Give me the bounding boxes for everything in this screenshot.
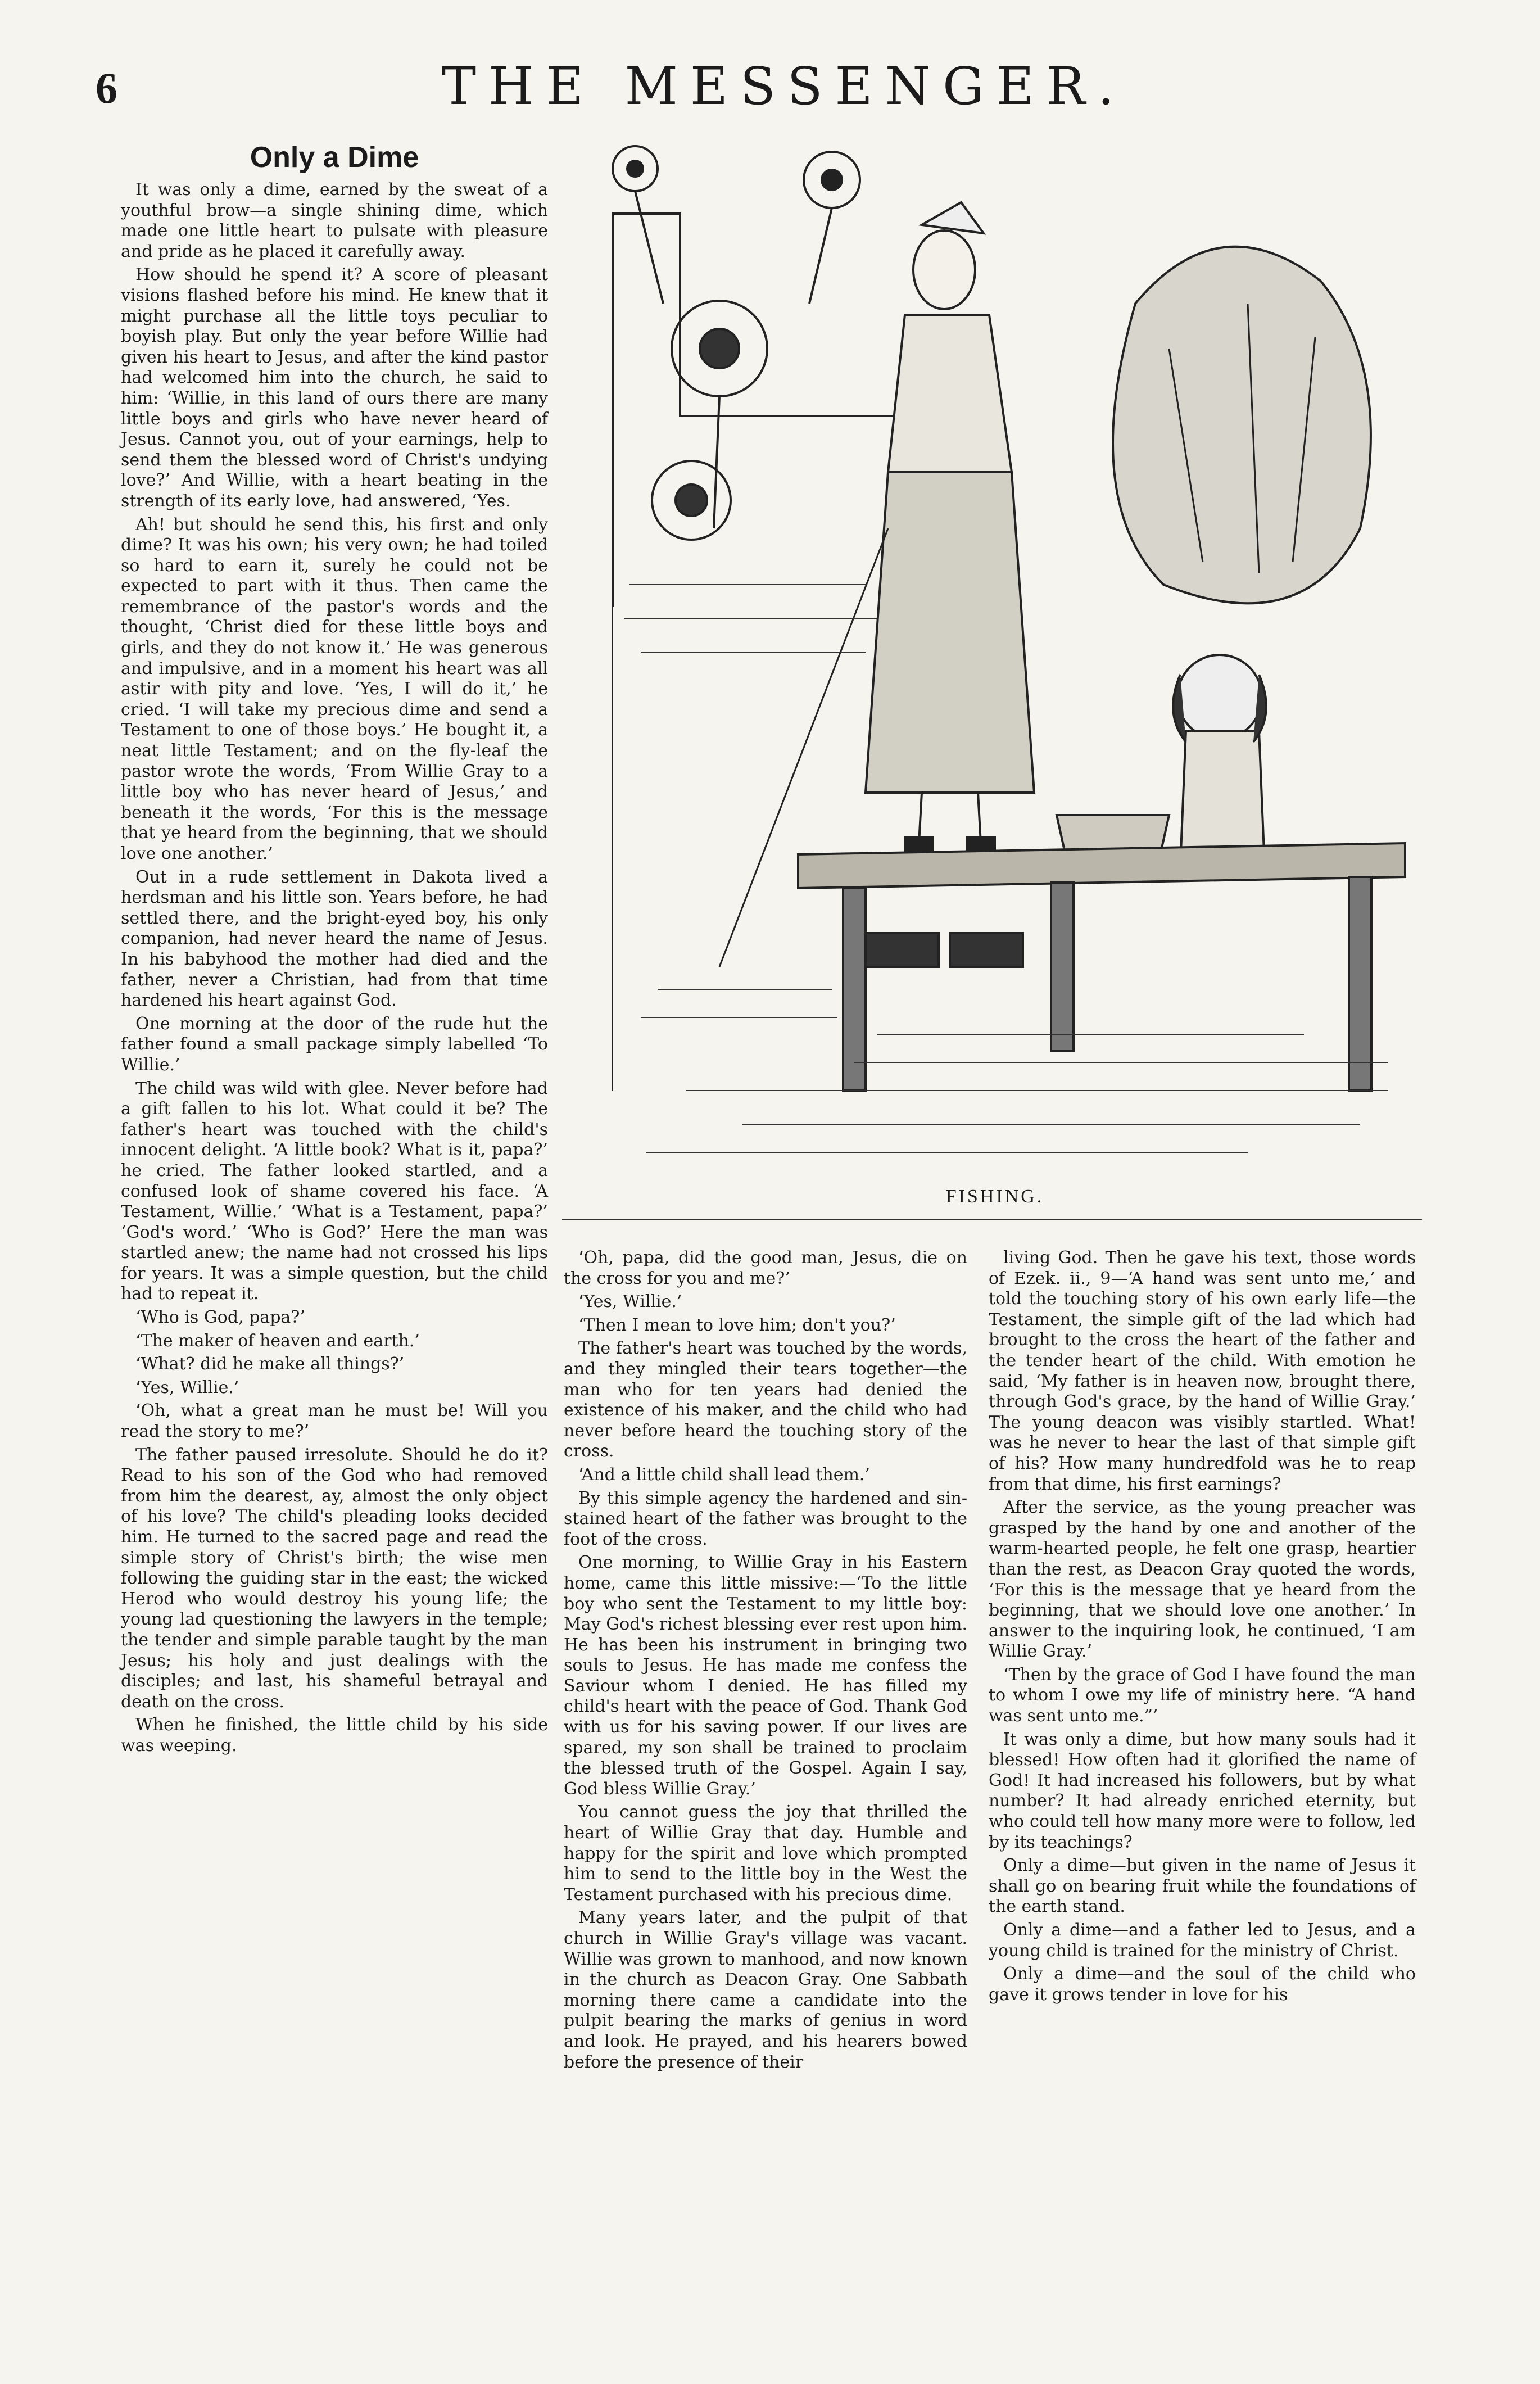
paragraph: The father paused irresolute. Should he do it? Read to his son of the God who had removed from him the dearest, ay, almost the only object of his love? The child's pleading looks decided him. He turned to the sacred page and read the simple story of Christ's birth; the wise men following the guiding star in the east; the wicked Herod who would destroy his young life; the young lad questioning the lawyers in the temple; the tender and simple parable taught by the man Jesus; his holy and just dealings with the disciples; and last, his shameful betrayal and death on the cross. xyxy=(121,1445,548,1712)
masthead xyxy=(96,56,1473,124)
paragraph: ‘Then by the grace of God I have found the man to whom I owe my life of ministry here. “A hand was sent unto me.”’ xyxy=(989,1664,1416,1726)
paragraph: One morning at the door of the rude hut the father found a small package simply labelled ‘To Willie.’ xyxy=(121,1014,548,1075)
paragraph: The child was wild with glee. Never before had a gift fallen to his lot. What could it be? The father's heart was touched with the child's innocent delight. ‘A little book? What is it, papa?’ he cried. The father looked startled, and a confused look of shame covered his face. ‘A Testament, Willie.’ ‘What is a Testament, papa?’ ‘God's word.’ ‘Who is God?’ Here the man was startled anew; the name had not crossed his lips for years. It was a simple question, but the child had to repeat it. xyxy=(121,1078,548,1304)
paragraph: Ah! but should he send this, his first and only dime? It was his own; his very own; he had toiled so hard to earn it, surely he could not be expected to part with it thus. Then came the remembrance of the pastor's words and the thought, ‘Christ died for these little boys and girls, and they do not know it.’ He was generous and impulsive, and in a moment his heart was all astir with pity and love. ‘Yes, I will do it,’ he cried. ‘I will take my precious dime and send a Testament to one of those boys.’ He bought it, a neat little Testament; and on the fly-leaf the pastor wrote the words, ‘From Willie Gray to a little boy who has never heard of Jesus,’ and beneath it the words, ‘For this is the message that ye heard from the beginning, that we should love one another.’ xyxy=(121,514,548,863)
paragraph: ‘What? did he make all things?’ xyxy=(135,1354,405,1374)
paragraph: One morning, to Willie Gray in his Eastern home, came this little missive:—‘To the little boy who sent the Testament to my little boy: May God's richest blessing ever rest upon him. He has been his instrument in bringing two souls to Jesus. He has made me confess the Saviour whom I denied. He has filled my child's heart with the peace of God. Thank God with us for his saving power. If our lives are spared, my son shall be trained to proclaim the blessed truth of the Gospel. Again I say, God bless Willie Gray.’ xyxy=(564,1553,967,1799)
fishing-drawing xyxy=(573,135,1416,1180)
page-number: 6 xyxy=(96,64,117,112)
paragraph: ‘Yes, Willie.’ xyxy=(135,1377,239,1397)
paragraph: It was only a dime, earned by the sweat of a youthful brow—a single shining dime, which made one little heart to pulsate with pleasure and pride as he placed it carefully away. xyxy=(121,180,548,261)
paragraph: How should he spend it? A score of pleasant visions flashed before his mind. He knew that it might purchase all the little toys peculiar to boyish play. But only the year before Willie had given his heart to Jesus, and after the kind pastor had welcomed him into the church, he said to him: ‘Willie, in this land of ours there are many little boys and girls who have never heard of Jesus. Cannot you, out of your earnings, help to send them the blessed word of Christ's undying love?’ And Willie, with a heart beating in the strength of its early love, had answered, ‘Yes. xyxy=(121,265,548,511)
fishing-illustration xyxy=(573,135,1416,1180)
paragraph: Only a dime—and the soul of the child who gave it grows tender in love for his xyxy=(989,1964,1416,2005)
paragraph: ‘Oh, what a great man he must be! Will you read the story to me?’ xyxy=(121,1401,548,1442)
paragraph: ‘The maker of heaven and earth.’ xyxy=(135,1331,420,1351)
article-column-1 xyxy=(121,141,548,1759)
paragraph: ‘Then I mean to love him; don't you?’ xyxy=(578,1315,896,1335)
article-column-3 xyxy=(989,1248,1416,2008)
paragraph: ‘And a little child shall lead them.’ xyxy=(578,1464,871,1485)
paragraph: Only a dime—but given in the name of Jesus it shall go on bearing fruit while the foundations of the earth stand. xyxy=(989,1856,1416,1917)
column-2-body xyxy=(564,1248,967,2073)
article-column-2 xyxy=(564,1248,967,2075)
column-3-body xyxy=(989,1248,1416,2005)
paragraph: The father's heart was touched by the words, and they mingled their tears together—the man who for ten years had denied the existence of his maker, and the child who had never before heard the touching story of the cross. xyxy=(564,1338,967,1462)
paragraph: Many years later, and the pulpit of that church in Willie Gray's village was vacant. Willie was grown to manhood, and now known in the church as Deacon Gray. One Sabbath morning there came a candidate into the pulpit bearing the marks of genius in word and look. He prayed, and his hearers bowed before the presence of their xyxy=(564,1908,967,2072)
paragraph: ‘Yes, Willie.’ xyxy=(578,1292,682,1312)
sunflower xyxy=(613,146,860,540)
article-headline: Only a Dime xyxy=(250,141,419,174)
paragraph: When he finished, the little child by his side was weeping. xyxy=(121,1715,548,1756)
paragraph: living God. Then he gave his text, those words of Ezek. ii., 9—‘A hand was sent unto me,’ and told the touching story of his own early life—the Testament, the simple gift of the lad which had brought to the cross the heart of the father and the tender heart of the child. With emotion he said, ‘My father is in heaven now, brought there, through God's grace, by the hand of Willie Gray.’ The young deacon was visibly startled. What! was he never to hear the last of that simple gift of his? How many hundredfold was he to reap from that dime, his first earnings? xyxy=(989,1248,1416,1494)
paragraph: Only a dime—and a father led to Jesus, and a young child is trained for the ministry of Christ. xyxy=(989,1920,1416,1961)
column-1-body xyxy=(121,180,548,1757)
divider-rule xyxy=(562,1219,1422,1220)
paragraph: By this simple agency the hardened and sin-stained heart of the father was brought to the foot of the cross. xyxy=(564,1488,967,1549)
dog-figure xyxy=(1173,655,1266,866)
illustration-caption: FISHING. xyxy=(945,1186,1044,1207)
paragraph: ‘Who is God, papa?’ xyxy=(135,1308,305,1328)
newspaper-title: THE MESSENGER. xyxy=(441,56,1127,116)
paragraph: It was only a dime, but how many souls had it blessed! How often had it glorified the name of God! It had increased his followers, but by what number? It had already enriched eternity, but who could tell how many more were to follow, led by its teachings? xyxy=(989,1729,1416,1852)
paragraph: You cannot guess the joy that thrilled the heart of Willie Gray that day. Humble and happy for the spirit and love which prompted him to send to the little boy in the West the Testament purchased with his precious dime. xyxy=(564,1802,967,1905)
paragraph: ‘Oh, papa, did the good man, Jesus, die on the cross for you and me?’ xyxy=(564,1248,967,1288)
paragraph: Out in a rude settlement in Dakota lived a herdsman and his little son. Years before, he had settled there, and the bright-eyed boy, his only companion, had never heard the name of Jesus. In his babyhood the mother had died and the father, never a Christian, had from that time hardened his heart against God. xyxy=(121,867,548,1011)
paragraph: After the service, as the young preacher was grasped by the hand by one and another of the warm-hearted people, he felt one grasp, heartier than the rest, as Deacon Gray quoted the words, ‘For this is the message that ye heard from the beginning, that we should love one another.’ In answer to the inquiring look, he continued, ‘I am Willie Gray.’ xyxy=(989,1498,1416,1662)
